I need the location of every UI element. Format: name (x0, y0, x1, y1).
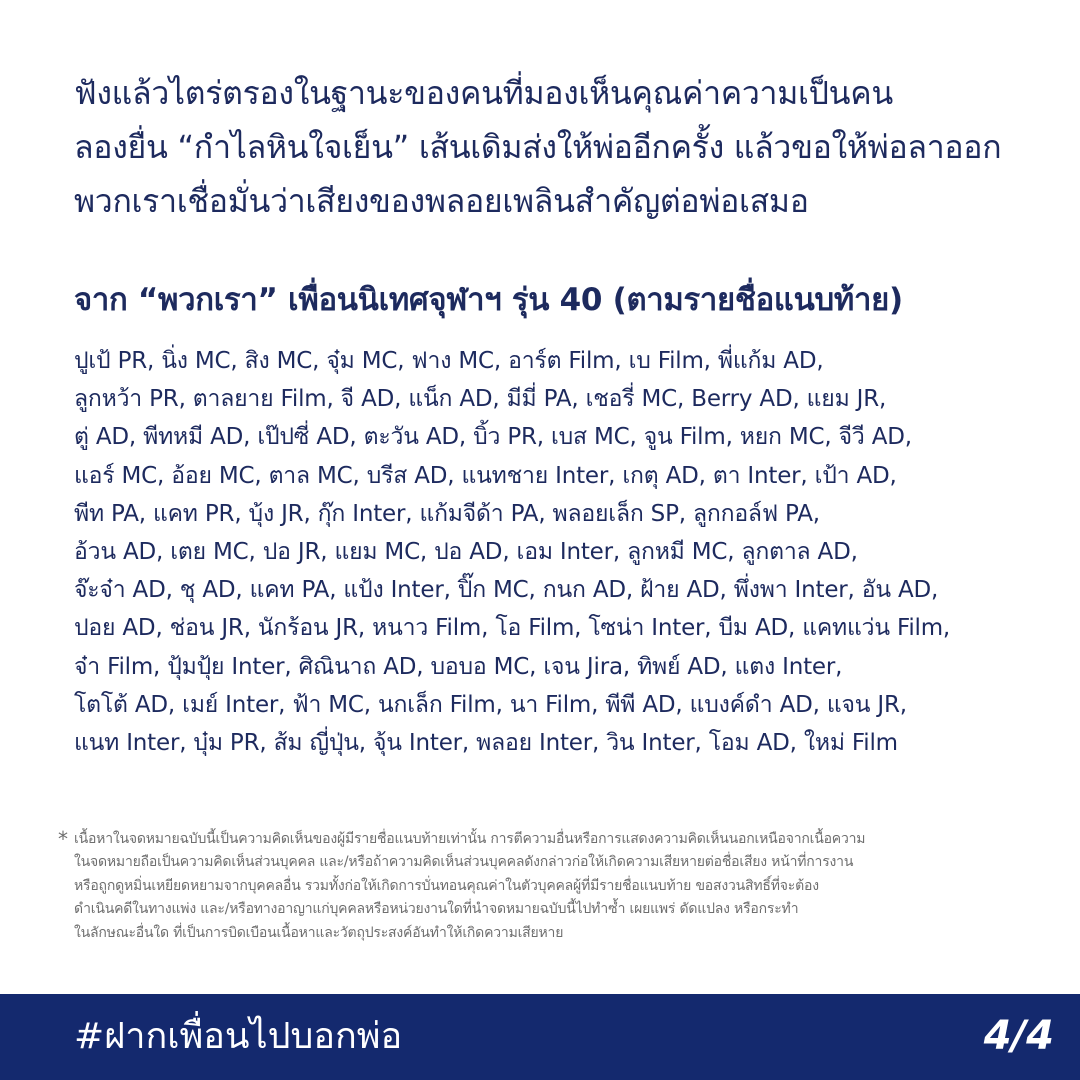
signatories-line: โตโต้ AD, เมย์ Inter, ฟ้า MC, นกเล็ก Film, นา Film, พีพี AD, แบงค์ดำ AD, แจน JR, (74, 691, 907, 718)
disclaimer-line: ในลักษณะอื่นใด ที่เป็นการบิดเบือนเนื้อหาและวัตถุประสงค์อันทำให้เกิดความเสียหาย (74, 924, 564, 941)
intro-line: ลองยื่น “กำไลหินใจเย็น” เส้นเดิมส่งให้พ่ออีกครั้ง แล้วขอให้พ่อลาออก (74, 128, 1002, 166)
signatories-line: ปูเป้ PR, นิ่ง MC, สิง MC, จุ๋ม MC, ฟาง MC, อาร์ต Film, เบ Film, พี่แก้ม AD, (74, 348, 824, 374)
disclaimer-line: หรือถูกดูหมิ่นเหยียดหยามจากบุคคลอื่น รวมทั้งก่อให้เกิดการบั่นทอนคุณค่าในตัวบุคคลผู้ที่มีรายชื่อแนบท้าย ขอสงวนสิทธิ์ที่จะต้อง (74, 877, 819, 894)
intro-line: ฟังแล้วไตร่ตรองในฐานะของคนที่มองเห็นคุณค่าความเป็นคน (74, 74, 893, 112)
intro-paragraph (74, 66, 1054, 228)
signatories-heading: จาก “พวกเรา” เพื่อนนิเทศจุฬาฯ รุ่น 40 (ตามรายชื่อแนบท้าย) (74, 282, 903, 318)
footer-bar (0, 994, 1080, 1080)
signatories-list (74, 342, 1064, 762)
page-indicator: 4/4 (983, 1013, 1054, 1059)
signatories-line: จ๊ะจ๋า AD, ชุ AD, แคท PA, แป้ง Inter, ปิ๊ก MC, กนก AD, ฝ้าย AD, พึ่งพา Inter, อัน AD, (74, 577, 939, 604)
signatories-line: ลูกหว้า PR, ตาลยาย Film, จี AD, แน็ก AD, มีมี่ PA, เชอรี่ MC, Berry AD, แยม JR, (74, 386, 887, 413)
disclaimer-line: ในจดหมายถือเป็นความคิดเห็นส่วนบุคคล และ/หรือถ้าความคิดเห็นส่วนบุคคลดังกล่าวก่อให้เกิดความเสียหายต่อชื่อเสียง หน้าที่การงาน (74, 854, 854, 871)
signatories-line: ตู่ AD, พีทหมี AD, เป๊ปซี่ AD, ตะวัน AD, บิ้ว PR, เบส MC, จูน Film, หยก MC, จีวี AD, (74, 424, 912, 451)
disclaimer-line: เนื้อหาในจดหมายฉบับนี้เป็นความคิดเห็นของผู้มีรายชื่อแนบท้ายเท่านั้น การตีความอื่นหรือการแสดงความคิดเห็นนอกเหนือจากเนื้อความ (74, 831, 866, 847)
signatories-line: พีท PA, แคท PR, บุ้ง JR, กุ๊ก Inter, แก้มจีด้า PA, พลอยเล็ก SP, ลูกกอล์ฟ PA, (74, 500, 820, 527)
signatories-line: ปอย AD, ช่อน JR, นักร้อน JR, หนาว Film, โอ Film, โซน่า Inter, บีม AD, แคทแว่น Film, (74, 615, 951, 642)
hashtag: #ฝากเพื่อนไปบอกพ่อ (74, 1016, 403, 1057)
signatories-line: แอร์ MC, อ้อย MC, ตาล MC, บรีส AD, แนทชาย Inter, เกตุ AD, ตา Inter, เป้า AD, (74, 462, 897, 489)
disclaimer-line: ดำเนินคดีในทางแพ่ง และ/หรือทางอาญาแก่บุคคลหรือหน่วยงานใดที่นำจดหมายฉบับนี้ไปทำซ้ำ เผยแพร่ ดัดแปลง หรือกระทำ (74, 901, 799, 918)
signatories-line: จ๋า Film, ปุ้มปุ้ย Inter, ศิณินาถ AD, บอบอ MC, เจน Jira, ทิพย์ AD, แตง Inter, (74, 653, 843, 680)
intro-line: พวกเราเชื่อมั่นว่าเสียงของพลอยเพลินสำคัญต่อพ่อเสมอ (74, 182, 809, 220)
signatories-line: แนท Inter, บุ๋ม PR, ส้ม ญี่ปุ่น, จุ้น Inter, พลอย Inter, วิน Inter, โอม AD, ใหม่ Film (74, 730, 898, 757)
disclaimer (58, 828, 1048, 945)
signatories-line: อ้วน AD, เตย MC, ปอ JR, แยม MC, ปอ AD, เอม Inter, ลูกหมี MC, ลูกตาล AD, (74, 539, 858, 566)
disclaimer-text (74, 828, 1048, 945)
disclaimer-asterisk: * (58, 827, 68, 851)
